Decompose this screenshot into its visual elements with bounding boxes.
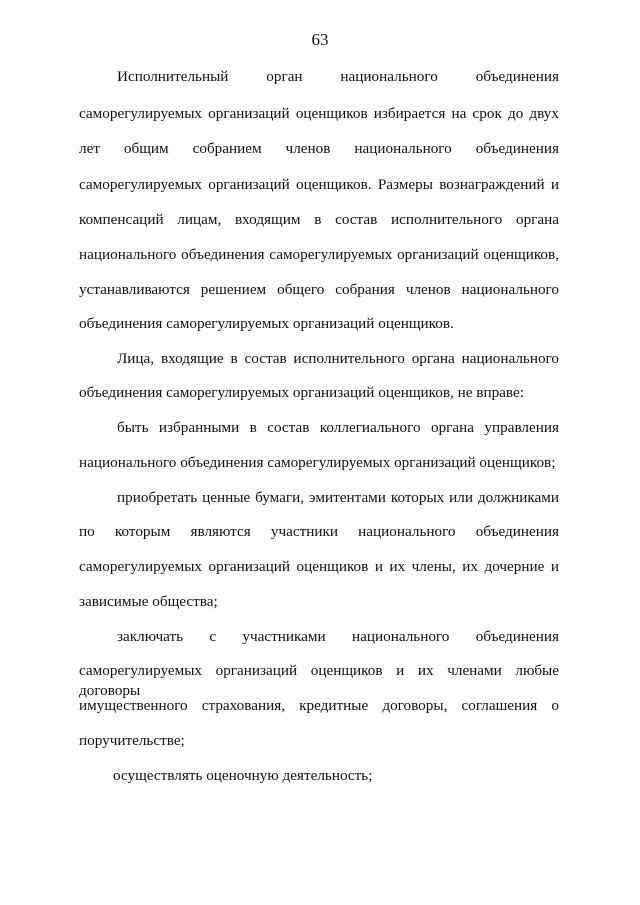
text-line: заключать с участниками национального объединения bbox=[117, 628, 559, 645]
page-number: 63 bbox=[311, 30, 329, 49]
text-line: имущественного страхования, кредитные договоры, соглашения о bbox=[79, 697, 559, 714]
text-line: поручительстве; bbox=[79, 732, 185, 749]
text-line: Лица, входящие в состав исполнительного органа национального bbox=[117, 350, 559, 367]
text-line: устанавливаются решением общего собрания членов национального bbox=[79, 281, 559, 298]
text-line: саморегулируемых организаций оценщиков избирается на срок до двух bbox=[79, 105, 559, 122]
text-line: приобретать ценные бумаги, эмитентами которых или должниками bbox=[117, 489, 559, 506]
text-line: по которым являются участники национального объединения bbox=[79, 523, 559, 540]
text-line: саморегулируемых организаций оценщиков и их членами любые договоры bbox=[79, 662, 559, 699]
text-line: лет общим собранием членов национального объединения bbox=[79, 140, 559, 157]
text-line: саморегулируемых организаций оценщиков и их члены, их дочерние и bbox=[79, 558, 559, 575]
text-line: быть избранными в состав коллегиального органа управления bbox=[117, 419, 559, 436]
text-line: Исполнительный орган национального объединения bbox=[117, 68, 559, 85]
text-line: объединения саморегулируемых организаций оценщиков. bbox=[79, 315, 454, 332]
text-line: осуществлять оценочную деятельность; bbox=[113, 767, 373, 784]
text-line: компенсаций лицам, входящим в состав исполнительного органа bbox=[79, 211, 559, 228]
text-line: саморегулируемых организаций оценщиков. Размеры вознаграждений и bbox=[79, 176, 559, 193]
text-line: зависимые общества; bbox=[79, 593, 218, 610]
text-line: национального объединения саморегулируемых организаций оценщиков, bbox=[79, 246, 559, 263]
text-line: объединения саморегулируемых организаций оценщиков, не вправе: bbox=[79, 384, 524, 401]
text-line: национального объединения саморегулируемых организаций оценщиков; bbox=[79, 454, 556, 471]
